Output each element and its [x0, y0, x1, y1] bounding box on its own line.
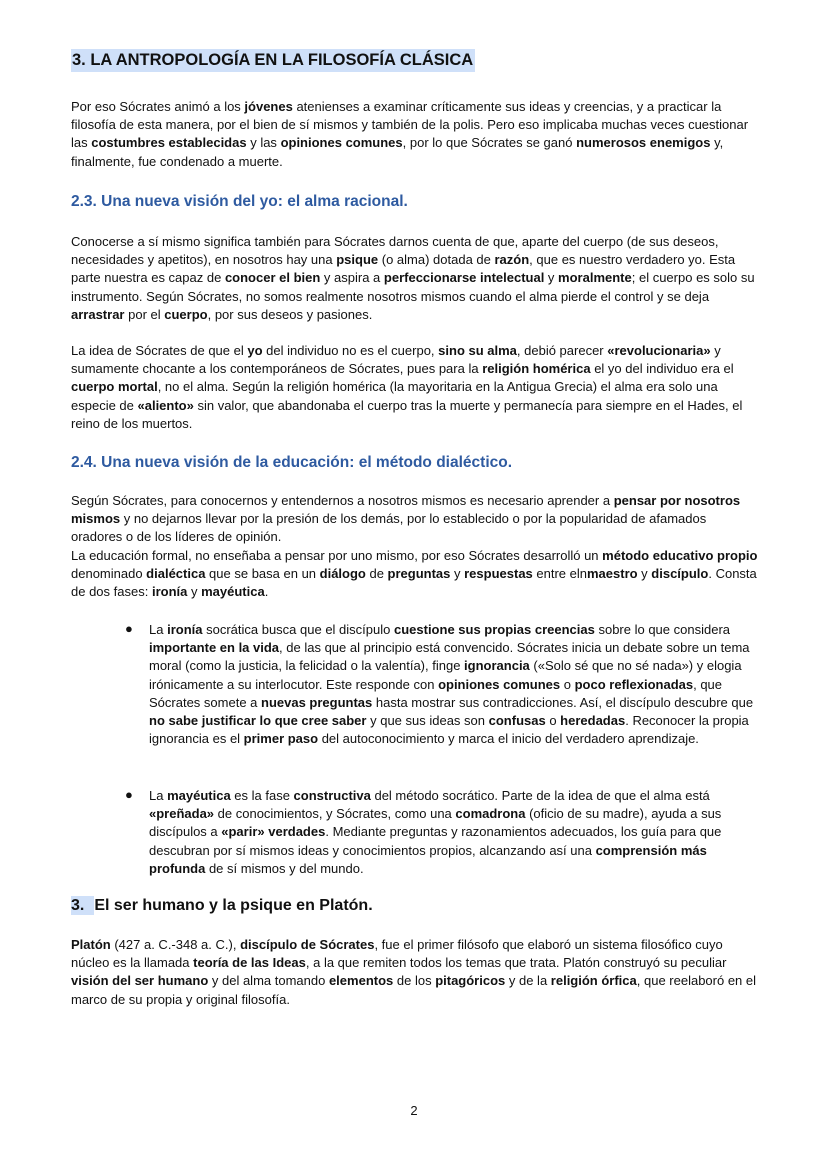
bold-run: ironía	[167, 622, 203, 637]
bold-run: pensar por nosotros mismos	[71, 493, 741, 527]
bold-run: mayéutica	[201, 584, 265, 600]
bold-run: perfeccionarse intelectual	[383, 270, 545, 286]
bold-run: «revolucionaria»	[607, 343, 711, 358]
bold-run: jóvenes	[244, 99, 293, 114]
bold-run: religión órfica	[550, 973, 637, 989]
bold-run: psique	[336, 252, 379, 268]
bold-run: «preñada»	[149, 806, 215, 822]
paragraph-intro: Por eso Sócrates animó a los jóvenes atenienses a examinar críticamente sus ideas y creencias, y a practicar la filosofía de esta manera, por el bien de sí mismos y también de la polis. Pero eso implicaba muchas veces cuestionar las costumbres establecidas y las opiniones comunes, por lo que Sócrates se ganó numerosos enemigos y, finalmente, fue condenado a muerte.	[71, 99, 749, 169]
bold-run: constructiva	[293, 788, 371, 803]
main-heading: 3. LA ANTROPOLOGÍA EN LA FILOSOFÍA CLÁSICA	[71, 49, 475, 72]
bold-run: cuerpo	[164, 306, 208, 322]
paragraph-revolucionaria: La idea de Sócrates de que el yo del individuo no es el cuerpo, sino su alma, debió parecer «revolucionaria» y sumamente chocante a los contemporáneos de Sócrates, pues para la religión homérica el yo del individuo era el cuerpo mortal, no el alma. Según la religión homérica (la mayoritaria en la Antigua Grecia) el alma era solo una especie de «aliento» sin valor, que abandonaba el cuerpo tras la muerte y permanecía para siempre en el Hades, el reino de los muertos.	[71, 343, 743, 431]
bold-run: discípulo	[651, 566, 709, 582]
paragraph-alma-racional: Conocerse a sí mismo significa también para Sócrates darnos cuenta de que, aparte del cuerpo (de sus deseos, necesidades y apetitos), en nosotros hay una psique (o alma) dotada de razón, que es nuestro verdadero yo. Esta parte nuestra es capaz de conocer el bien y aspira a perfeccionarse intelectual y moralmente; el cuerpo es solo su instrumento. Según Sócrates, no somos realmente nosotros mismos cuando el alma pierde el control y se deja arrastrar por el cuerpo, por sus deseos y pasiones.	[71, 234, 755, 322]
bold-run: ironía	[151, 584, 188, 600]
bold-run: confusas	[488, 713, 546, 729]
bold-run: poco reflexionadas	[574, 676, 694, 692]
bold-run: mayéutica	[167, 788, 231, 803]
paragraph-dialectica: La educación formal, no enseñaba a pensar por uno mismo, por eso Sócrates desarrolló un método educativo propio denominado dialéctica que se basa en un diálogo de preguntas y respuestas entre elnmaestro y discípulo. Consta de dos fases: ironía y mayéutica.	[71, 548, 758, 600]
bold-run: sino su alma	[438, 343, 517, 358]
bold-run: arrastrar	[71, 306, 125, 322]
bold-run: razón	[494, 252, 530, 268]
bold-run: opiniones comunes	[438, 676, 561, 692]
bold-run: elementos	[328, 973, 394, 989]
section-heading-2-4: 2.4. Una nueva visión de la educación: el método dialéctico.	[71, 454, 513, 471]
bold-run: heredadas	[560, 713, 626, 729]
bold-run: «parir» verdades	[221, 824, 326, 840]
bold-run: conocer el bien	[224, 270, 321, 286]
paragraph-pensar: Según Sócrates, para conocernos y entendernos a nosotros mismos es necesario aprender a pensar por nosotros mismos y no dejarnos llevar por la presión de los demás, por lo establecido o por la popularidad de afamados oradores o de los líderes de opinión.	[71, 493, 741, 545]
bold-run: Platón	[71, 937, 111, 952]
section-title: El ser humano y la psique en Platón.	[94, 897, 373, 914]
bold-run: método educativo propio	[602, 548, 758, 563]
section-number: 3.	[71, 896, 94, 915]
bold-run: importante en la vida	[149, 640, 280, 656]
bold-run: cuerpo mortal	[71, 379, 158, 395]
bold-run: pitagóricos	[435, 973, 506, 989]
bold-run: no sabe justificar lo que cree saber	[149, 713, 367, 729]
bold-run: visión del ser humano	[71, 973, 209, 989]
bold-run: dialéctica	[146, 566, 206, 582]
bold-run: nuevas preguntas	[261, 694, 373, 710]
bold-run: costumbres establecidas	[91, 135, 247, 151]
bold-run: «aliento»	[137, 397, 194, 413]
bold-run: maestro	[586, 566, 638, 582]
bold-run: diálogo	[319, 566, 366, 582]
section-heading-3	[71, 897, 373, 915]
bold-run: yo	[247, 343, 263, 358]
bold-run: cuestione sus propias creencias	[393, 622, 595, 637]
section-heading-2-3: 2.3. Una nueva visión del yo: el alma racional.	[71, 193, 408, 210]
paragraph-platon: Platón (427 a. C.-348 a. C.), discípulo de Sócrates, fue el primer filósofo que elaboró un sistema filosófico cuyo núcleo es la llamada teoría de las Ideas, a la que remiten todos los temas que trata. Platón construyó su peculiar visión del ser humano y del alma tomando elementos de los pitagóricos y de la religión órfica, que reelaboró en el marco de su propia y original filosofía.	[71, 937, 757, 1007]
bold-run: preguntas	[387, 566, 451, 582]
bold-run: numerosos enemigos	[576, 135, 711, 151]
list-item-ironia: La ironía socrática busca que el discípulo cuestione sus propias creencias sobre lo que considera importante en la vida, de las que al principio está convencido. Sócrates inicia un debate sobre un tema moral (como la justicia, la felicidad o la valentía), finge ignorancia («Solo sé que no sé nada») y elogia irónicamente a su interlocutor. Este responde con opiniones comunes o poco reflexionadas, que Sócrates somete a nuevas preguntas hasta mostrar sus contradicciones. Así, el discípulo descubre que no sabe justificar lo que cree saber y que sus ideas son confusas o heredadas. Reconocer la propia ignorancia es el primer paso del autoconocimiento y marca el inicio del verdadero aprendizaje.	[149, 622, 754, 747]
bold-run: ignorancia	[464, 658, 530, 674]
bold-run: primer paso	[243, 731, 319, 747]
bullet-marker-2: ●	[125, 787, 133, 802]
bold-run: discípulo de Sócrates	[240, 937, 375, 952]
bold-run: comprensión más profunda	[149, 842, 707, 876]
bold-run: comadrona	[455, 806, 526, 822]
bold-run: religión homérica	[482, 361, 591, 377]
bold-run: moralmente	[558, 270, 632, 286]
page-number: 2	[410, 1103, 418, 1118]
bold-run: opiniones comunes	[280, 135, 403, 151]
bold-run: teoría de las Ideas	[193, 955, 306, 971]
bold-run: respuestas	[464, 566, 533, 582]
list-item-mayeutica: La mayéutica es la fase constructiva del método socrático. Parte de la idea de que el alma está «preñada» de conocimientos, y Sócrates, como una comadrona (oficio de su madre), ayuda a sus discípulos a «parir» verdades. Mediante preguntas y razonamientos adecuados, los guía para que descubran por sí mismos ideas y conocimientos propios, alcanzando así una comprensión más profunda de sí mismos y del mundo.	[149, 788, 722, 876]
bullet-marker-1: ●	[125, 621, 133, 636]
